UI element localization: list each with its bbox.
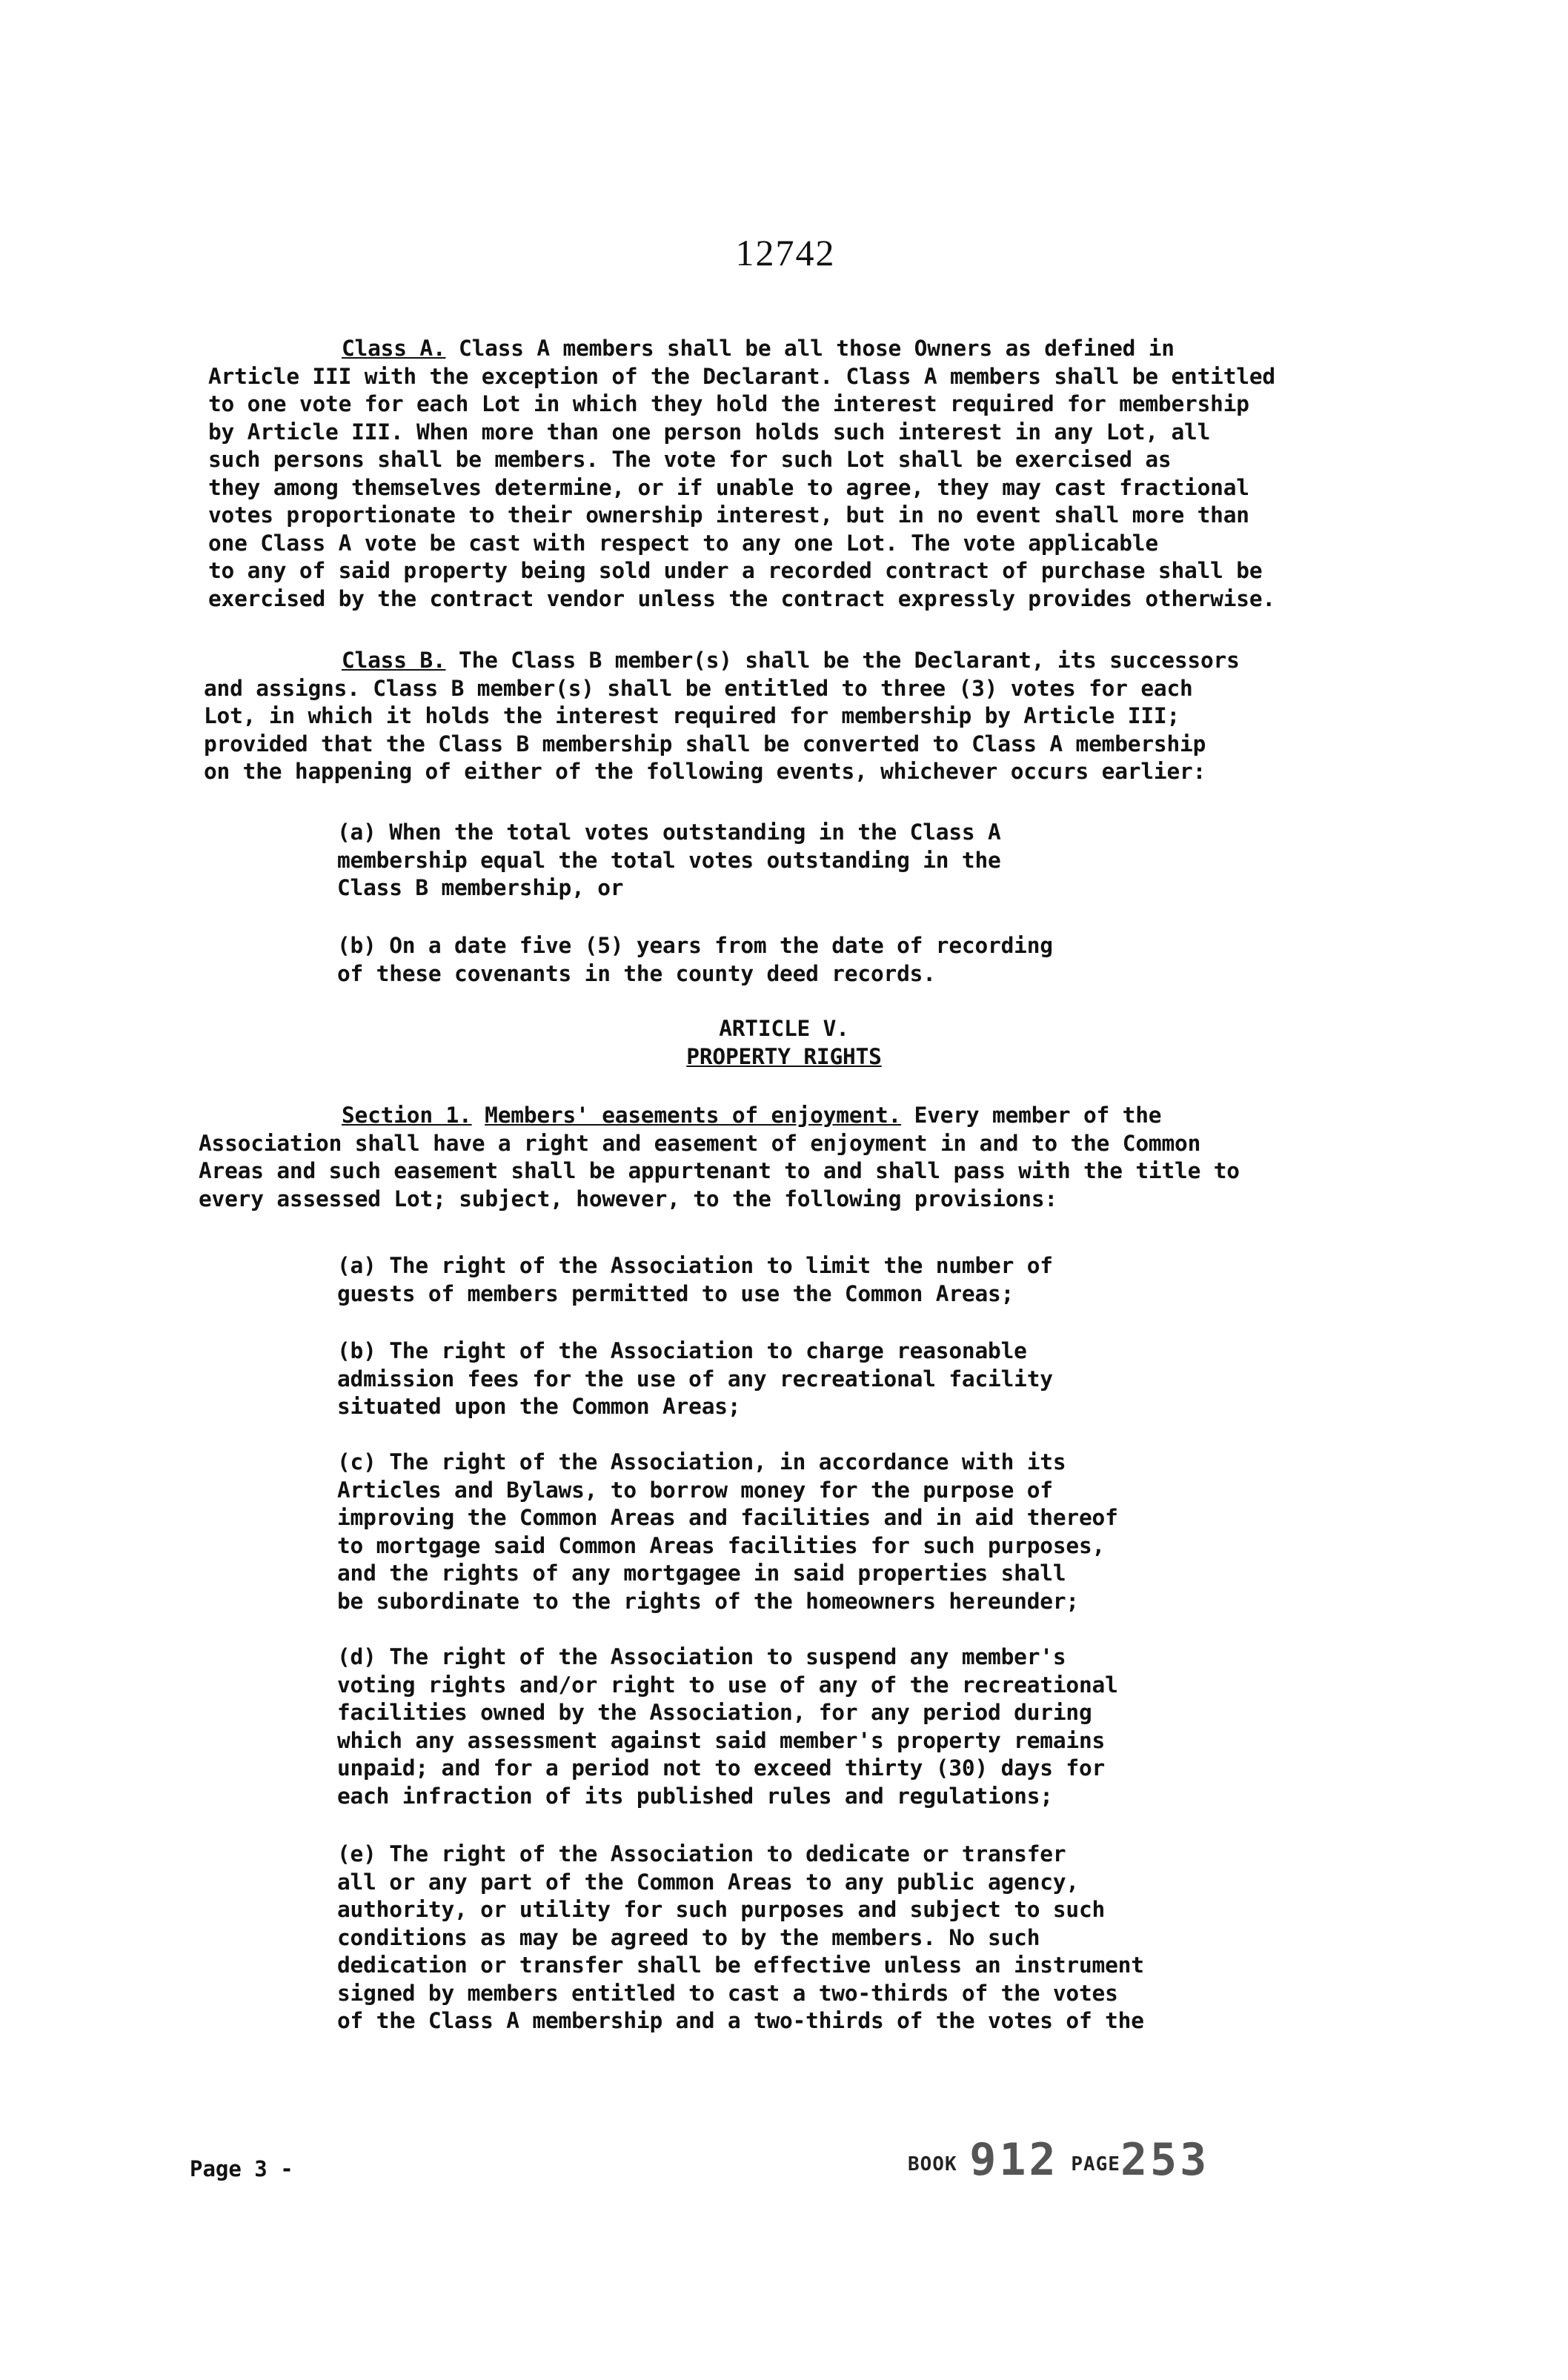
provision-line: (b) The right of the Association to charge reasonable: [337, 1338, 1027, 1363]
article-subtitle: PROPERTY RIGHTS: [686, 1043, 882, 1069]
provision-line: of the Class A membership and a two-thirds of the votes of the: [337, 2008, 1144, 2033]
class-a-line: such persons shall be members. The vote for such Lot shall be exercised as: [208, 447, 1172, 472]
item-line: Class B membership, or: [337, 875, 624, 900]
provision-line: situated upon the Common Areas;: [337, 1394, 741, 1419]
item-line: membership equal the total votes outstanding in the: [337, 847, 1001, 873]
provision-line: Articles and Bylaws, to borrow money for the purpose of: [337, 1477, 1053, 1503]
section-1-paragraph: [199, 1102, 1240, 1213]
class-a-line: votes proportionate to their ownership interest, but in no event shall more than: [208, 502, 1249, 528]
provision-line: admission fees for the use of any recreational facility: [337, 1366, 1053, 1392]
article-heading: [636, 1015, 932, 1071]
page-number-top: 12742: [735, 232, 836, 273]
class-b-paragraph: [204, 647, 1240, 786]
provision-line: (c) The right of the Association, in accordance with its: [337, 1449, 1066, 1475]
provision-c: [337, 1449, 1118, 1615]
class-a-line: one Class A vote be cast with respect to any one Lot. The vote applicable: [208, 530, 1158, 556]
provision-line: (a) The right of the Association to limit the number of: [337, 1253, 1053, 1278]
provision-line: facilities owned by the Association, for any period during: [337, 1700, 1092, 1725]
provision-line: each infraction of its published rules and regulations;: [337, 1783, 1053, 1809]
page-stamp: 253: [1120, 2134, 1210, 2186]
provision-line: voting rights and/or right to use of any of the recreational: [337, 1672, 1118, 1698]
class-a-line: Class A members shall be all those Owners as defined in: [445, 336, 1175, 361]
provision-line: unpaid; and for a period not to exceed thirty (30) days for: [337, 1755, 1106, 1781]
book-label: BOOK: [908, 2153, 957, 2175]
page-word: PAGE: [1071, 2153, 1120, 2175]
provision-line: be subordinate to the rights of the homeowners hereunder;: [337, 1588, 1079, 1614]
section-1-line: Every member of the: [901, 1103, 1162, 1128]
class-a-line: exercised by the contract vendor unless the contract expressly provides otherwise.: [208, 585, 1275, 611]
provision-line: (e) The right of the Association to dedicate or transfer: [337, 1841, 1066, 1867]
class-a-heading: Class A.: [342, 336, 446, 361]
class-b-line: The Class B member(s) shall be the Declarant, its successors: [445, 648, 1240, 673]
provision-e: [337, 1841, 1144, 2035]
section-1-line: every assessed Lot; subject, however, to the following provisions:: [199, 1186, 1057, 1211]
section-1-subheading: Members' easements of enjoyment.: [485, 1103, 902, 1128]
provision-line: improving the Common Areas and facilities and in aid thereof: [337, 1505, 1118, 1530]
provision-line: (d) The right of the Association to suspend any member's: [337, 1644, 1066, 1669]
article-title: ARTICLE V.: [719, 1016, 849, 1041]
item-line: (b) On a date five (5) years from the date of recording: [337, 933, 1053, 958]
provision-line: which any assessment against said member's property remains: [337, 1727, 1106, 1753]
book-number: 912: [969, 2134, 1059, 2186]
class-b-line: on the happening of either of the following events, whichever occurs earlier:: [204, 759, 1206, 784]
provision-a: [337, 1252, 1053, 1308]
item-line: of these covenants in the county deed records.: [337, 960, 936, 986]
section-1-line: Association shall have a right and easement of enjoyment in and to the Common: [199, 1130, 1201, 1156]
class-b-heading: Class B.: [342, 648, 446, 673]
class-a-line: by Article III. When more than one person holds such interest in any Lot, all: [208, 419, 1211, 445]
class-a-line: to one vote for each Lot in which they hold the interest required for membership: [208, 391, 1249, 416]
provision-line: conditions as may be agreed to by the members. No such: [337, 1924, 1040, 1950]
provision-line: signed by members entitled to cast a two-thirds of the votes: [337, 1980, 1118, 2006]
class-b-line: Lot, in which it holds the interest required for membership by Article III;: [204, 703, 1180, 728]
class-a-line: to any of said property being sold under a recorded contract of purchase shall be: [208, 558, 1263, 583]
provision-line: and the rights of any mortgagee in said properties shall: [337, 1560, 1066, 1586]
class-a-paragraph: [208, 335, 1275, 613]
class-b-line: and assigns. Class B member(s) shall be entitled to three (3) votes for each: [204, 675, 1193, 701]
provision-b: [337, 1337, 1053, 1421]
class-b-item-a: [337, 819, 1001, 903]
provision-d: [337, 1643, 1118, 1810]
page-label: Page 3 -: [190, 2156, 293, 2181]
provision-line: all or any part of the Common Areas to any public agency,: [337, 1869, 1079, 1895]
section-1-line: Areas and such easement shall be appurtenant to and shall pass with the title to: [199, 1158, 1240, 1183]
provision-line: guests of members permitted to use the Common Areas;: [337, 1280, 1014, 1306]
section-1-heading: Section 1.: [342, 1103, 472, 1128]
class-a-line: Article III with the exception of the Declarant. Class A members shall be entitled: [208, 363, 1275, 389]
provision-line: to mortgage said Common Areas facilities for such purposes,: [337, 1532, 1106, 1558]
book-page-stamp: [908, 2134, 1209, 2186]
class-b-item-b: [337, 932, 1053, 988]
provision-line: dedication or transfer shall be effective unless an instrument: [337, 1952, 1144, 1978]
provision-line: authority, or utility for such purposes and subject to such: [337, 1897, 1106, 1922]
class-a-line: they among themselves determine, or if unable to agree, they may cast fractional: [208, 474, 1249, 500]
class-b-line: provided that the Class B membership shall be converted to Class A membership: [204, 731, 1206, 757]
item-line: (a) When the total votes outstanding in the Class A: [337, 820, 1001, 845]
